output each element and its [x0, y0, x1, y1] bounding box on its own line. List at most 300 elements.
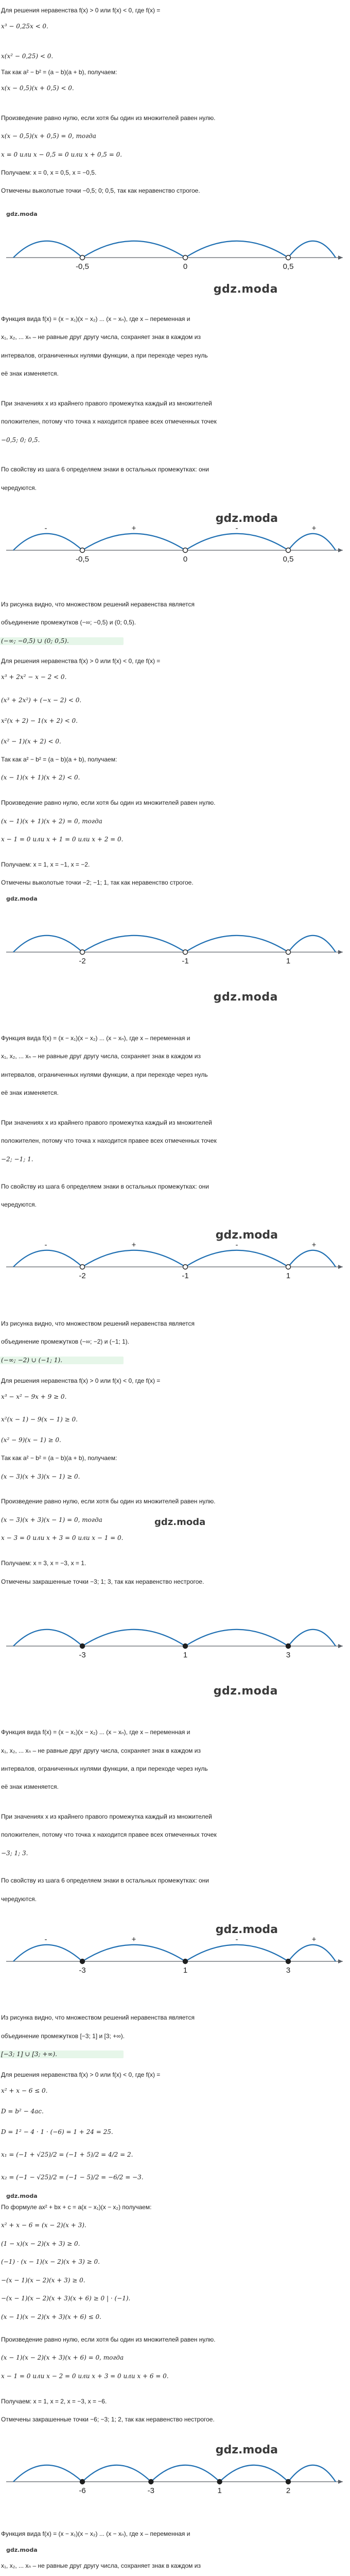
- math-line: (x² − 1)(x + 2) < 0.: [1, 738, 61, 745]
- point-label: 0,5: [283, 555, 294, 564]
- math-line: (x − 1)(x + 1)(x + 2) = 0, тогда: [1, 818, 102, 825]
- sign-interval-arc: [13, 1630, 82, 1646]
- math-line: −0,5; 0; 0,5.: [1, 436, 40, 444]
- point-label: 1: [286, 1272, 291, 1280]
- line-row: [0, 2032, 350, 2040]
- line-row: [0, 84, 350, 92]
- math-line: D = 1² − 4 · 1 · (−6) = 1 + 24 = 25.: [1, 2128, 113, 2136]
- number-line-svg: [0, 219, 350, 290]
- interval-sign-label: -: [44, 1241, 47, 1250]
- line-row: [0, 1089, 350, 1097]
- open-point: [286, 950, 291, 955]
- text-line: Так как a² − b² = (a − b)(a + b), получаем:: [1, 1454, 117, 1462]
- line-row: [0, 756, 350, 764]
- watermark-row: [0, 1687, 350, 1697]
- math-line: x² + x − 6 = (x − 2)(x + 3).: [1, 2222, 86, 2229]
- point-label: -6: [79, 2486, 86, 2495]
- interval-sign-label: +: [131, 1935, 136, 1944]
- text-line: Получаем: x = 1, x = −1, x = −2.: [1, 861, 90, 868]
- answer-line: [−3; 1] ∪ [3; +∞).: [0, 2050, 124, 2058]
- line-row: [0, 2108, 350, 2115]
- text-line: При значениях x из крайнего правого промежутка каждый из множителей: [1, 1813, 212, 1820]
- line-row: [0, 2398, 350, 2405]
- number-line-figure: [0, 512, 350, 582]
- math-line: −(x − 1)(x − 2)(x + 3)(x + 6) ≥ 0 | · (−1).: [1, 2295, 131, 2302]
- sign-interval-arc: [13, 241, 82, 258]
- line-row: [0, 1560, 350, 1567]
- line-row: [0, 1813, 350, 1821]
- line-row: [0, 1831, 350, 1839]
- text-line: По свойству из шага 6 определяем знаки в остальных промежутках: они: [1, 466, 209, 473]
- line-row: [0, 1156, 350, 1163]
- line-row: [0, 2071, 350, 2079]
- watermark: gdz.moda: [6, 895, 38, 902]
- sign-interval-arc: [288, 1630, 336, 1646]
- open-point: [80, 256, 85, 260]
- text-line: Функция вида f(x) = (x − x₁)(x − x₂) ... (x − xₙ), где x – переменная и: [1, 315, 190, 323]
- point-label: 0: [183, 555, 188, 564]
- line-row: [0, 1877, 350, 1885]
- line-row: [0, 818, 350, 825]
- watermark: gdz.moda: [213, 283, 278, 296]
- line-row: [0, 2562, 350, 2570]
- sign-interval-arc: [82, 936, 185, 952]
- sign-interval-arc: [185, 936, 288, 952]
- line-row: [0, 673, 350, 681]
- text-line: объединение промежутков (−∞; −2) и (−1; 1).: [1, 1338, 130, 1345]
- line-row: [0, 697, 350, 704]
- filled-point: [286, 1644, 291, 1649]
- line-row: [0, 1473, 350, 1481]
- text-line: её знак изменяется.: [1, 1089, 59, 1096]
- interval-sign-label: +: [311, 524, 317, 533]
- filled-point: [286, 2480, 291, 2484]
- sign-interval-arc: [13, 2465, 82, 2482]
- line-row: [0, 738, 350, 745]
- line-row: [0, 1765, 350, 1773]
- line-row: [0, 2151, 350, 2159]
- line-row: [0, 1498, 350, 1505]
- text-line: Отмечены выколотые точки −2; −1; 1, так как неравенство строгое.: [1, 879, 194, 886]
- sign-interval-arc: [288, 936, 336, 952]
- watermark-row: [0, 1518, 350, 1527]
- text-line: положителен, потому что точка x находится правее всех отмеченных точек: [1, 1137, 217, 1144]
- math-line: x₂ = (−1 − √25)/2 = (−1 − 5)/2 = −6/2 = −3.: [1, 2174, 144, 2181]
- watermark: gdz.moda: [154, 1517, 206, 1528]
- math-line: −(x − 1)(x − 2)(x + 3) ≥ 0.: [1, 2277, 85, 2284]
- sign-interval-arc: [82, 534, 185, 550]
- math-line: x³ − x² − 9x + 9 ≥ 0.: [1, 1393, 67, 1400]
- text-line: По формуле ax² + bx + c = a(x − x₁)(x − x₂) получаем:: [1, 2204, 152, 2211]
- point-label: -3: [147, 2486, 155, 2495]
- math-line: x(x − 0,5)(x + 0,5) = 0, тогда: [1, 132, 96, 140]
- line-row: [0, 1035, 350, 1042]
- line-row: [0, 370, 350, 378]
- math-line: (x² − 9)(x − 1) ≥ 0.: [1, 1436, 61, 1444]
- sign-interval-arc: [288, 241, 336, 258]
- text-line: положителен, потому что точка x находится правее всех отмеченных точек: [1, 1831, 217, 1838]
- sign-interval-arc: [151, 2465, 219, 2482]
- line-row: [0, 1578, 350, 1586]
- text-line: Так как a² − b² = (a − b)(a + b), получаем:: [1, 69, 117, 76]
- sign-interval-arc: [13, 936, 82, 952]
- text-line: Отмечены закрашенные точки −3; 1; 3, так как неравенство нестрогое.: [1, 1578, 204, 1585]
- number-line-svg: [0, 1607, 350, 1678]
- math-line: x²(x − 1) − 9(x − 1) ≥ 0.: [1, 1416, 78, 1423]
- math-line: x₁ = (−1 + √25)/2 = (−1 + 5)/2 = 4/2 = 2.: [1, 2151, 133, 2158]
- math-line: −3; 1; 3.: [1, 1850, 28, 1857]
- interval-sign-label: -: [44, 1935, 47, 1944]
- line-row: [0, 861, 350, 869]
- text-line: Произведение равно нулю, если хотя бы один из множителей равен нулю.: [1, 2336, 216, 2343]
- interval-sign-label: -: [235, 1935, 238, 1944]
- sign-interval-arc: [185, 534, 288, 550]
- line-row: [0, 879, 350, 887]
- number-line-figure: [0, 2443, 350, 2514]
- text-line: x₁, x₂, ... xₙ – не равные друг другу числа, сохраняет знак в каждом из: [1, 2562, 201, 2569]
- text-line: объединение промежутков (−∞; −0,5) и (0; 0,5).: [1, 619, 136, 626]
- point-label: -3: [79, 1651, 86, 1659]
- text-line: чередуются.: [1, 1201, 37, 1208]
- axis-arrow-icon: [338, 950, 343, 954]
- sign-interval-arc: [185, 241, 288, 258]
- text-line: чередуются.: [1, 484, 37, 492]
- line-row: [0, 1747, 350, 1755]
- line-row: [0, 619, 350, 626]
- math-line: (x − 1)(x + 1)(x + 2) < 0.: [1, 774, 80, 781]
- number-line-svg: [0, 512, 350, 582]
- text-line: её знак изменяется.: [1, 1783, 59, 1790]
- point-label: -1: [182, 1272, 189, 1280]
- filled-point: [183, 1644, 188, 1649]
- number-line-svg: [0, 2443, 350, 2514]
- line-row: [0, 774, 350, 782]
- line-row: [0, 1783, 350, 1791]
- text-line: Из рисунка видно, что множеством решений неравенства является: [1, 2014, 195, 2021]
- watermark-row: [0, 895, 350, 903]
- line-row: [0, 1071, 350, 1079]
- math-line: x(x − 0,5)(x + 0,5) < 0.: [1, 84, 74, 92]
- text-line: Функция вида f(x) = (x − x₁)(x − x₂) ... (x − xₙ), где x – переменная и: [1, 1035, 190, 1042]
- text-line: Произведение равно нулю, если хотя бы один из множителей равен нулю.: [1, 114, 216, 122]
- watermark-row: [0, 2192, 350, 2200]
- line-row: [0, 69, 350, 76]
- sign-interval-arc: [288, 1250, 336, 1267]
- sign-interval-arc: [13, 1945, 82, 1961]
- open-point: [286, 1265, 291, 1269]
- interval-sign-label: +: [311, 1241, 317, 1250]
- interval-sign-label: +: [131, 524, 136, 533]
- text-line: По свойству из шага 6 определяем знаки в остальных промежутках: они: [1, 1877, 209, 1884]
- point-label: 2: [286, 2486, 291, 2495]
- filled-point: [217, 2480, 222, 2484]
- filled-point: [80, 1644, 85, 1649]
- interval-sign-label: -: [235, 524, 238, 533]
- line-row: [0, 2240, 350, 2248]
- open-point: [80, 548, 85, 553]
- point-label: 3: [286, 1651, 291, 1659]
- line-row: [0, 1183, 350, 1191]
- math-line: x² + x − 6 ≤ 0.: [1, 2087, 48, 2094]
- sign-interval-arc: [82, 241, 185, 258]
- watermark: gdz.moda: [6, 2547, 38, 2553]
- text-line: Для решения неравенства f(x) > 0 или f(x) < 0, где f(x) =: [1, 7, 161, 14]
- axis-arrow-icon: [338, 256, 343, 260]
- sign-interval-arc: [13, 1250, 82, 1267]
- line-row: [0, 2336, 350, 2344]
- line-row: [0, 2277, 350, 2284]
- watermark: gdz.moda: [215, 512, 278, 525]
- watermark: gdz.moda: [215, 1923, 278, 1936]
- text-line: Отмечены выколотые точки −0,5; 0; 0,5, так как неравенство строгое.: [1, 187, 200, 194]
- text-line: Из рисунка видно, что множеством решений неравенства является: [1, 601, 195, 608]
- math-line: (x − 1)(x − 2)(x + 3)(x + 6) ≤ 0.: [1, 2313, 101, 2320]
- sign-interval-arc: [13, 534, 82, 550]
- math-line: (x − 3)(x + 3)(x − 1) = 0, тогда: [1, 1516, 102, 1523]
- line-row: [0, 1436, 350, 1444]
- line-row: [0, 2354, 350, 2362]
- text-line: интервалов, ограниченных нулями функции, а при переходе через нуль: [1, 1071, 208, 1078]
- text-line: Получаем: x = 3, x = −3, x = 1.: [1, 1560, 86, 1567]
- line-row: [0, 1053, 350, 1060]
- math-line: (−1) · (x − 1)(x − 2)(x + 3) ≥ 0.: [1, 2258, 100, 2265]
- sign-interval-arc: [288, 1945, 336, 1961]
- line-row: [0, 436, 350, 444]
- line-row: [0, 657, 350, 665]
- watermark-row: [0, 993, 350, 1003]
- point-label: -0,5: [76, 262, 89, 271]
- interval-sign-label: -: [235, 1241, 238, 1250]
- line-row: [0, 7, 350, 14]
- text-line: положителен, потому что точка x находится правее всех отмеченных точек: [1, 418, 217, 425]
- math-line: (x − 1)(x − 2)(x + 3)(x + 6) = 0, тогда: [1, 2354, 124, 2361]
- line-row: [0, 1357, 350, 1364]
- filled-point: [80, 2480, 85, 2484]
- line-row: [0, 114, 350, 122]
- point-label: -2: [79, 1272, 86, 1280]
- point-label: 1: [183, 1651, 188, 1659]
- filled-point: [80, 1959, 85, 1964]
- point-label: -1: [182, 957, 189, 965]
- answer-line: (−∞; −0,5) ∪ (0; 0,5).: [0, 637, 124, 645]
- line-row: [0, 484, 350, 492]
- line-row: [0, 2313, 350, 2321]
- text-line: Функция вида f(x) = (x − x₁)(x − x₂) ... (x − xₙ), где x – переменная и: [1, 1728, 190, 1736]
- sign-interval-arc: [82, 2465, 151, 2482]
- math-line: (x − 3)(x + 3)(x − 1) ≥ 0.: [1, 1473, 80, 1480]
- sign-interval-arc: [185, 1630, 288, 1646]
- watermark: gdz.moda: [215, 1229, 278, 1242]
- open-point: [286, 256, 291, 260]
- math-line: −2; −1; 1.: [1, 1156, 33, 1163]
- watermark-row: [0, 2546, 350, 2554]
- number-line-figure: [0, 1923, 350, 1993]
- line-row: [0, 2014, 350, 2022]
- text-line: её знак изменяется.: [1, 370, 59, 377]
- point-label: -2: [79, 957, 86, 965]
- text-line: Получаем: x = 0, x = 0,5, x = −0,5.: [1, 169, 97, 176]
- line-row: [0, 717, 350, 725]
- text-line: Так как a² − b² = (a − b)(a + b), получаем:: [1, 756, 117, 763]
- point-label: -3: [79, 1966, 86, 1975]
- text-line: интервалов, ограниченных нулями функции, а при переходе через нуль: [1, 352, 208, 359]
- open-point: [286, 548, 291, 553]
- line-row: [0, 315, 350, 323]
- text-line: Функция вида f(x) = (x − x₁)(x − x₂) ... (x − xₙ), где x – переменная и: [1, 2530, 190, 2537]
- math-line: x − 1 = 0 или x − 2 = 0 или x + 3 = 0 или x + 6 = 0.: [1, 2372, 169, 2380]
- line-row: [0, 1416, 350, 1423]
- axis-arrow-icon: [338, 1644, 343, 1648]
- text-line: чередуются.: [1, 1895, 37, 1903]
- sign-interval-arc: [185, 1250, 288, 1267]
- text-line: x₁, x₂, ... xₙ – не равные друг другу числа, сохраняет знак в каждом из: [1, 333, 201, 341]
- point-label: 1: [183, 1966, 188, 1975]
- line-row: [0, 2258, 350, 2266]
- watermark: gdz.moda: [213, 991, 278, 1004]
- watermark: gdz.moda: [6, 211, 38, 217]
- line-row: [0, 601, 350, 608]
- line-row: [0, 637, 350, 645]
- sign-interval-arc: [82, 1945, 185, 1961]
- watermark-row: [0, 285, 350, 295]
- open-point: [183, 256, 188, 260]
- text-line: Из рисунка видно, что множеством решений неравенства является: [1, 1320, 195, 1327]
- axis-arrow-icon: [338, 1959, 343, 1963]
- axis-arrow-icon: [338, 2480, 343, 2484]
- open-point: [183, 548, 188, 553]
- line-row: [0, 2295, 350, 2302]
- filled-point: [149, 2480, 153, 2484]
- text-line: Получаем: x = 1, x = 2, x = −3, x = −6.: [1, 2398, 107, 2405]
- line-row: [0, 2174, 350, 2181]
- line-row: [0, 2530, 350, 2538]
- text-line: Для решения неравенства f(x) > 0 или f(x) < 0, где f(x) =: [1, 2071, 161, 2078]
- line-row: [0, 2372, 350, 2380]
- line-row: [0, 2204, 350, 2211]
- line-row: [0, 400, 350, 408]
- watermark: gdz.moda: [213, 1685, 278, 1698]
- sign-interval-arc: [185, 1945, 288, 1961]
- line-row: [0, 1728, 350, 1736]
- line-row: [0, 1377, 350, 1385]
- line-row: [0, 2087, 350, 2095]
- line-row: [0, 1201, 350, 1209]
- line-row: [0, 1119, 350, 1127]
- text-line: Произведение равно нулю, если хотя бы один из множителей равен нулю.: [1, 799, 216, 806]
- point-label: 1: [217, 2486, 222, 2495]
- line-row: [0, 151, 350, 159]
- line-row: [0, 2416, 350, 2424]
- math-line: x − 1 = 0 или x + 1 = 0 или x + 2 = 0.: [1, 836, 124, 843]
- math-line: x − 3 = 0 или x + 3 = 0 или x − 1 = 0.: [1, 1534, 124, 1541]
- line-row: [0, 1338, 350, 1346]
- line-row: [0, 1895, 350, 1903]
- axis-arrow-icon: [338, 548, 343, 552]
- line-row: [0, 2222, 350, 2229]
- open-point: [183, 950, 188, 955]
- math-line: x²(x + 2) − 1(x + 2) < 0.: [1, 717, 78, 724]
- line-row: [0, 187, 350, 195]
- sign-interval-arc: [82, 1630, 185, 1646]
- number-line-figure: [0, 1228, 350, 1299]
- number-line-figure: [0, 219, 350, 290]
- text-line: Отмечены закрашенные точки −6; −3; 1; 2, так как неравенство нестрогое.: [1, 2416, 215, 2423]
- text-line: Для решения неравенства f(x) > 0 или f(x) < 0, где f(x) =: [1, 1377, 161, 1384]
- axis-arrow-icon: [338, 1265, 343, 1269]
- sign-interval-arc: [220, 2465, 288, 2482]
- math-line: x = 0 или x − 0,5 = 0 или x + 0,5 = 0.: [1, 151, 122, 158]
- math-line: (x³ + 2x²) + (−x − 2) < 0.: [1, 697, 82, 704]
- watermark-row: [0, 210, 350, 218]
- interval-sign-label: +: [131, 1241, 136, 1250]
- text-line: x₁, x₂, ... xₙ – не равные друг другу числа, сохраняет знак в каждом из: [1, 1747, 201, 1754]
- filled-point: [286, 1959, 291, 1964]
- math-line: (1 − x)(x − 2)(x + 3) ≥ 0.: [1, 2240, 80, 2247]
- number-line-svg: [0, 1228, 350, 1299]
- line-row: [0, 352, 350, 360]
- open-point: [80, 1265, 85, 1269]
- watermark: gdz.moda: [6, 2193, 38, 2199]
- sign-interval-arc: [82, 1250, 185, 1267]
- open-point: [183, 1265, 188, 1269]
- line-row: [0, 418, 350, 426]
- math-line: x³ − 0,25x < 0.: [1, 23, 48, 30]
- line-row: [0, 53, 350, 60]
- math-line: D = b² − 4ac.: [1, 2108, 44, 2115]
- text-line: При значениях x из крайнего правого промежутка каждый из множителей: [1, 1119, 212, 1126]
- text-line: По свойству из шага 6 определяем знаки в остальных промежутках: они: [1, 1183, 209, 1190]
- watermark: gdz.moda: [215, 2444, 278, 2456]
- line-row: [0, 1393, 350, 1401]
- line-row: [0, 466, 350, 473]
- point-label: -0,5: [76, 555, 89, 564]
- answer-line: (−∞; −2) ∪ (−1; 1).: [0, 1357, 124, 1364]
- line-row: [0, 333, 350, 341]
- text-line: Для решения неравенства f(x) > 0 или f(x) < 0, где f(x) =: [1, 657, 161, 665]
- line-row: [0, 1454, 350, 1462]
- line-row: [0, 799, 350, 807]
- line-row: [0, 132, 350, 140]
- sign-interval-arc: [288, 2465, 336, 2482]
- line-row: [0, 169, 350, 177]
- point-label: 3: [286, 1966, 291, 1975]
- text-line: x₁, x₂, ... xₙ – не равные друг другу числа, сохраняет знак в каждом из: [1, 1053, 201, 1060]
- text-line: При значениях x из крайнего правого промежутка каждый из множителей: [1, 400, 212, 407]
- number-line-svg: [0, 913, 350, 984]
- line-row: [0, 2128, 350, 2136]
- number-line-svg: [0, 1923, 350, 1993]
- point-label: 0: [183, 262, 188, 271]
- point-label: 1: [286, 957, 291, 965]
- filled-point: [183, 1959, 188, 1964]
- text-line: Произведение равно нулю, если хотя бы один из множителей равен нулю.: [1, 1498, 216, 1505]
- math-line: x(x² − 0,25) < 0.: [1, 53, 54, 60]
- open-point: [80, 950, 85, 955]
- math-line: x³ + 2x² − x − 2 < 0.: [1, 673, 67, 681]
- line-row: [0, 1534, 350, 1542]
- line-row: [0, 2050, 350, 2058]
- line-row: [0, 836, 350, 843]
- interval-sign-label: +: [311, 1935, 317, 1944]
- line-row: [0, 1137, 350, 1145]
- text-line: интервалов, ограниченных нулями функции, а при переходе через нуль: [1, 1765, 208, 1772]
- line-row: [0, 1320, 350, 1328]
- text-line: объединение промежутков [−3; 1] и [3; +∞).: [1, 2032, 125, 2040]
- sign-interval-arc: [288, 534, 336, 550]
- number-line-figure: [0, 1607, 350, 1678]
- line-row: [0, 1850, 350, 1857]
- interval-sign-label: -: [44, 524, 47, 533]
